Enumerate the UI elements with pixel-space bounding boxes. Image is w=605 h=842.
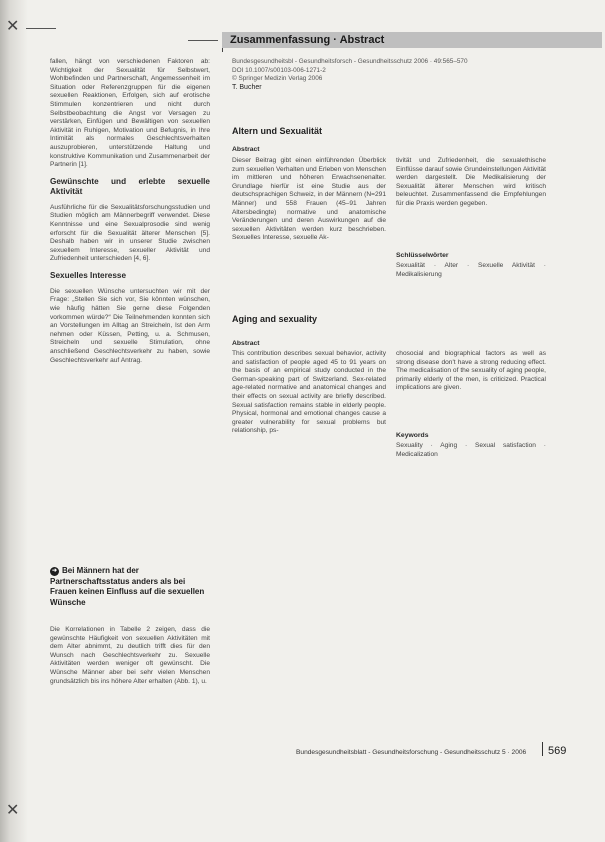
- german-abstract-label: Abstract: [232, 146, 260, 153]
- footer-divider: [542, 742, 543, 756]
- section-heading: Gewünschte und erlebte sexuelle Aktivität: [50, 176, 210, 196]
- english-abstract-label: Abstract: [232, 340, 260, 347]
- english-abstract-text-1: This contribution describes sexual behavior, activity and satisfaction of people aged 45 to 91 years on the basis of an empirical study conducted in the German-speaking part of Switzerland. Sex-related age-related normative and anatomical changes and their effects on sexual activity are briefly described. Sexual satisfaction remains stable in elderly people. Physical, hormonal and emotional changes cause a greater vulnerability for sexual problems but relationship, ps-: [232, 350, 386, 435]
- english-keywords: Sexuality · Aging · Sexual satisfaction · Medicalization: [396, 442, 546, 458]
- body-paragraph: Die Korrelationen in Tabelle 2 zeigen, dass die gewünschte Häufigkeit von sexuellen Aktivitäten mit dem Alter abnimmt, zu deutlich trifft dies für den Wunsch nach Geschlechtsverkehr zu. Sexuelle Aktivitäten werden weniger oft gewünscht. Die Wünsche Männer aber bei sehr vielen Menschen grundsätzlich bis ins höhere Alter erhalten (Abb. 1), u.: [50, 626, 210, 685]
- crop-mark-top: ✕: [6, 16, 20, 35]
- body-paragraph: fallen, hängt von verschiedenen Faktoren ab: Wichtigkeit der Sexualität für Selbstwert, Wohlbefinden und Partnerschaft, Angemessenheit im Situation oder Referenzgruppen für die eigenen sexuellen Reaktionen, Erfolgen, sich auf erotische Stimmulen konzentrieren und nicht durch Selbstbeobachtung die Angst vor Versagen zu verstärken, Einfügen und Bewältigen von sexuellen Aktivität in Ruhigen, Motivation und Befugnis, in Ihre Intimität als normales Geschlechtsverhalten auszuprobieren, unterstützende Haltung und konstruktive Kommunikation und Zusammenarbeit der Partnerin [1].: [50, 58, 210, 169]
- pull-quote: [50, 566, 210, 608]
- english-title: Aging and sexuality: [232, 314, 318, 324]
- german-abstract-text-1: Dieser Beitrag gibt einen einführenden Überblick zum sexuellen Verhalten und Erleben von Menschen im mittleren und höheren Erwachsenenalter. Grundlage hierfür ist eine Studie aus der deutschsprachigen Schweiz, in der Männern (N=291 Männer) und 558 Frauen (45–91 Jahren Altersbedingte) normative und anatomische Veränderungen und deren Auswirkungen auf die sexuellen Aktivitäten werden kurz beschrieben. Sexuelles Interesse, sexuelle Ak-: [232, 157, 386, 242]
- doi-line: DOI 10.1007/s00103-006-1271-2: [232, 66, 326, 74]
- crop-mark-bottom: ✕: [6, 800, 20, 819]
- section-heading: Sexuelles Interesse: [50, 270, 127, 280]
- crop-line-top-right: [188, 40, 218, 41]
- left-column: [50, 58, 210, 372]
- body-paragraph: Ausführliche für die Sexualitätsforschungsstudien und Studien möglich am Männerbegriff verwendet. Diese Kenntnisse und eine Sexualprosodie sind wenig erforscht für die Sexualität älterer Menschen [5]. Deshalb haben wir in unserer Studie zwischen sexuellem Interesse, sexueller Aktivität und Zufriedenheit unterschieden [4, 6].: [50, 203, 210, 263]
- left-column-lower: [50, 626, 210, 693]
- journal-footer: Bundesgesundheitsblatt - Gesundheitsforschung - Gesundheitsschutz 5 · 2006: [296, 749, 527, 756]
- english-abstract-col2: [396, 350, 546, 400]
- body-paragraph: Die sexuellen Wünsche untersuchten wir mit der Frage: „Stellen Sie sich vor, Sie könnten wünschen, wie häufig hätten Sie gerne diese Folgenden vorkommen würde?“ Die Teilnehmenden konnten sich an Vorstellungen im Alltag an Streicheln, Ist den Arm nehmen oder Küssen, Petting, u. a. Schmusen, Streicheln und sexuelle Stimulation, ohne anschließend Geschlechtsverkehr zu haben, sowie Geschlechtsverkehr auf Antrag.: [50, 287, 210, 364]
- page-edge-shadow: [0, 0, 28, 842]
- german-keywords-label: Schlüsselwörter: [396, 252, 449, 259]
- english-abstract-col1: [232, 350, 386, 443]
- german-title: Altern und Sexualität: [232, 126, 323, 136]
- citation-line: Bundesgesundheitsbl - Gesundheitsforsch - Gesundheitsschutz 2006 · 49:565–570: [232, 58, 468, 65]
- german-abstract-col1: [232, 157, 386, 250]
- english-abstract-text-2: chosocial and biographical factors as well as strong disease don't have a strong reducing effect. The medicalisation of the sexuality of aging people, primarily elderly of the men, is criticized. Practical implications are given.: [396, 350, 546, 392]
- page-header-title: Zusammenfassung · Abstract: [230, 34, 385, 46]
- english-keywords-label: Keywords: [396, 432, 429, 439]
- german-keywords: Sexualität · Alter · Sexuelle Aktivität · Medikalisierung: [396, 262, 546, 278]
- copyright-line: © Springer Medizin Verlag 2006: [232, 75, 323, 83]
- author-line: T. Bucher: [232, 83, 262, 91]
- page-number: 569: [548, 745, 567, 757]
- german-abstract-col2: [396, 157, 546, 216]
- pull-quote-text: Bei Männern hat der Partnerschaftsstatus anders als bei Frauen keinen Einfluss auf die sexuellen Wünsche: [50, 566, 205, 607]
- crop-line-top: [26, 28, 56, 29]
- german-abstract-text-2: tivität und Zufriedenheit, die sexualethische Einflüsse darauf sowie Grundeinstellungen Aktivität werden dargestellt. Die Medikalisierung der Sexualität älterer Menschen wird kritisch beleuchtet. Zusammenfassend die Empfehlungen für die Praxis werden gegeben.: [396, 157, 546, 207]
- arrow-icon: ➜: [51, 568, 58, 574]
- citation-block: [232, 58, 592, 92]
